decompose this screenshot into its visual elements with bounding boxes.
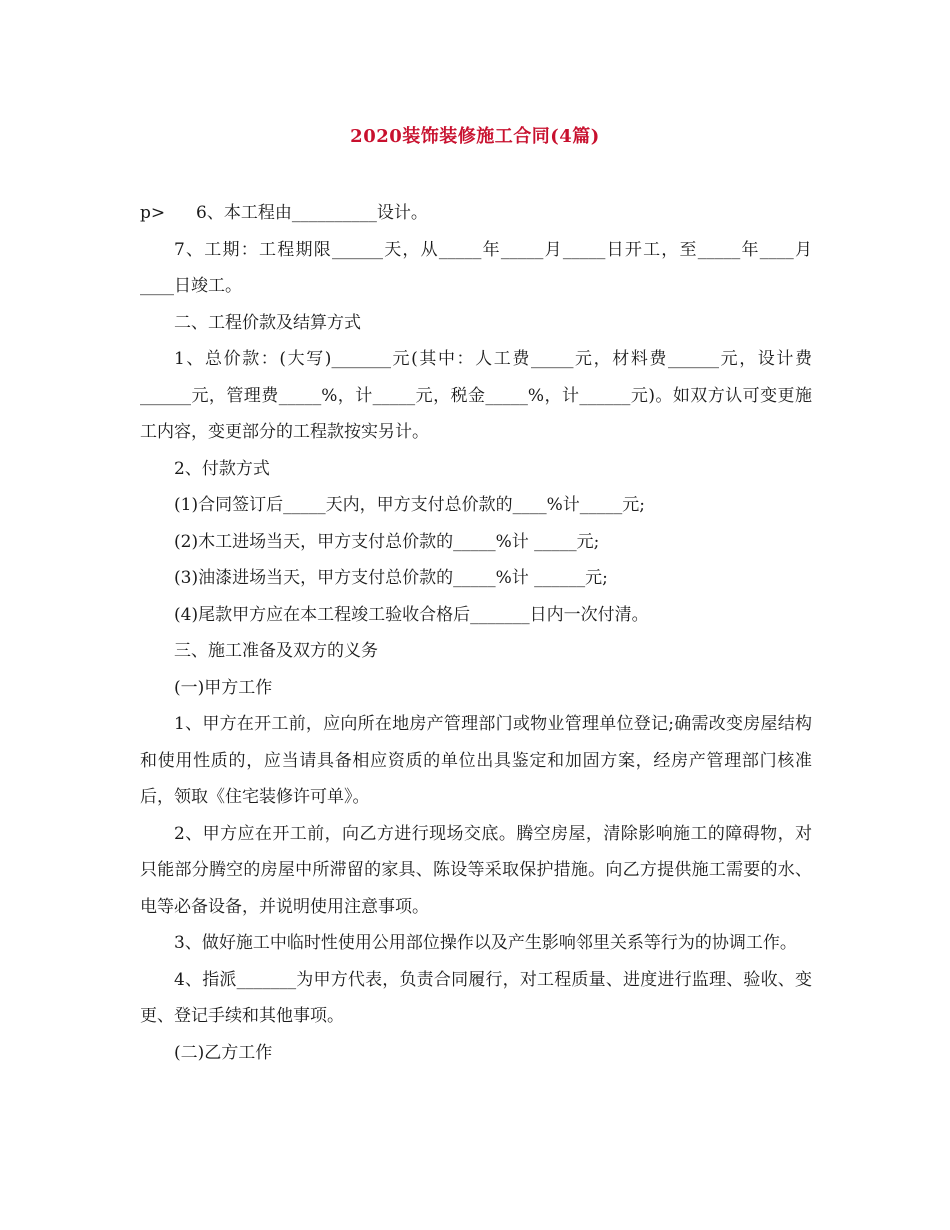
paragraph-2: 7、工期：工程期限______天，从_____年_____月_____日开工，至_____年____月____日竣工。 — [140, 239, 812, 296]
party-a-item-1: 1、甲方在开工前，应向所在地房产管理部门或物业管理单位登记;确需改变房屋结构和使用性质的，应当请具备相应资质的单位出具鉴定和加固方案，经房产管理部门核准后，领取《住宅装修许可单》。 — [140, 714, 812, 807]
section-heading-obligations: 三、施工准备及双方的义务 — [174, 641, 378, 661]
subheading-party-b: (二)乙方工作 — [174, 1042, 273, 1063]
party-a-item-3: 3、做好施工中临时性使用公用部位操作以及产生影响邻里关系等行为的协调工作。 — [174, 933, 797, 953]
section-heading-price: 二、工程价款及结算方式 — [174, 312, 361, 333]
subheading-payment: 2、付款方式 — [174, 458, 270, 479]
paragraph-total-price: 1、总价款：(大写)_______元(其中：人工费_____元，材料费______元，设计费 ______元，管理费_____%，计_____元，税金_____%，计______元)。如双方认可变更施工内容，变更部分的工程款按实另计。 — [140, 349, 818, 442]
subheading-party-a: (一)甲方工作 — [174, 677, 273, 698]
payment-item-1: (1)合同签订后_____天内，甲方支付总价款的____%计_____元; — [174, 495, 645, 515]
payment-item-3: (3)油漆进场当天，甲方支付总价款的_____%计 ______元; — [174, 568, 608, 588]
paragraph-1 — [140, 195, 812, 232]
document-body — [140, 195, 818, 1071]
payment-item-4: (4)尾款甲方应在本工程竣工验收合格后_______日内一次付清。 — [174, 604, 649, 625]
payment-item-2: (2)木工进场当天，甲方支付总价款的_____%计 _____元; — [174, 531, 600, 552]
party-a-item-4: 4、指派_______为甲方代表，负责合同履行，对工程质量、进度进行监理、验收、变更、登记手续和其他事项。 — [140, 969, 812, 1026]
stray-markup-text: p> — [140, 203, 166, 223]
document-title: 2020装饰装修施工合同(4篇) — [350, 126, 600, 147]
paragraph-1-text: 6、本工程由__________设计。 — [196, 203, 428, 223]
party-a-item-2: 2、甲方应在开工前，向乙方进行现场交底。腾空房屋，清除影响施工的障碍物，对只能部分腾空的房屋中所滞留的家具、陈设等采取保护措施。向乙方提供施工需要的水、电等必备设备，并说明使用注意事项。 — [140, 823, 812, 917]
